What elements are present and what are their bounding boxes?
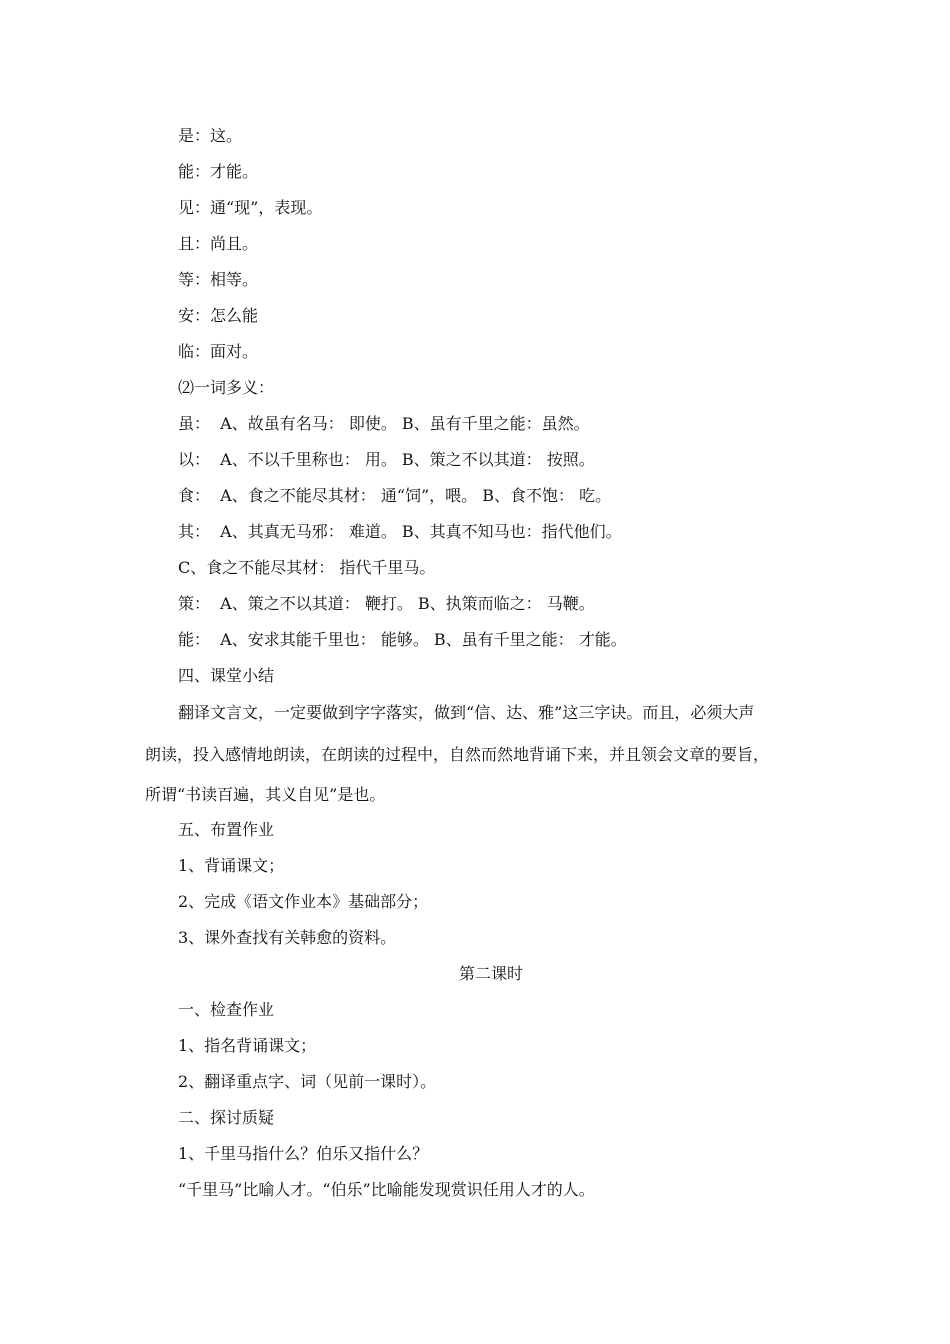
discuss-heading: 二、探讨质疑 (178, 1108, 275, 1127)
discuss-question: 1、千里马指什么？伯乐又指什么？ (178, 1144, 429, 1163)
polysemy-line: 食： A、食之不能尽其材： 通“饲”，喂。 B、食不饱： 吃。 (178, 486, 612, 505)
check-item: 2、翻译重点字、词（见前一课时）。 (178, 1072, 437, 1091)
vocab-line: 是：这。 (178, 126, 243, 145)
homework-item: 1、背诵课文； (178, 856, 285, 875)
polysemy-line: 其： A、其真无马邪： 难道。 B、其真不知马也：指代他们。 (178, 522, 622, 541)
check-heading: 一、检查作业 (178, 1000, 275, 1019)
homework-item: 2、完成《语文作业本》基础部分； (178, 892, 429, 911)
vocab-line: 能：才能。 (178, 162, 259, 181)
vocab-line: 等：相等。 (178, 270, 259, 289)
check-item: 1、指名背诵课文； (178, 1036, 317, 1055)
summary-paragraph-line: 朗读，投入感情地朗读，在朗读的过程中，自然而然地背诵下来，并且领会文章的要旨， (145, 745, 770, 764)
polysemy-line: 虽： A、故虽有名马： 即使。 B、虽有千里之能：虽然。 (178, 414, 590, 433)
summary-paragraph-line: 翻译文言文，一定要做到字字落实，做到“信、达、雅”这三字诀。而且，必须大声 (178, 703, 755, 722)
polysemy-line: C、食之不能尽其材： 指代千里马。 (178, 558, 436, 577)
polysemy-heading: ⑵一词多义： (178, 378, 275, 397)
summary-heading: 四、课堂小结 (178, 666, 275, 685)
vocab-line: 且：尚且。 (178, 234, 259, 253)
polysemy-line: 策： A、策之不以其道： 鞭打。 B、执策而临之： 马鞭。 (178, 594, 595, 613)
polysemy-line: 以： A、不以千里称也： 用。 B、策之不以其道： 按照。 (178, 450, 595, 469)
polysemy-line: 能： A、安求其能千里也： 能够。 B、虽有千里之能： 才能。 (178, 630, 627, 649)
summary-paragraph-line: 所谓“书读百遍，其义自见”是也。 (145, 785, 386, 804)
homework-item: 3、课外查找有关韩愈的资料。 (178, 928, 397, 947)
homework-heading: 五、布置作业 (178, 820, 275, 839)
vocab-line: 临：面对。 (178, 342, 259, 361)
lesson-title: 第二课时 (458, 964, 523, 983)
vocab-line: 见：通“现”，表现。 (178, 198, 323, 217)
vocab-line: 安：怎么能 (178, 306, 259, 325)
discuss-answer: “千里马”比喻人才。“伯乐”比喻能发现赏识任用人才的人。 (178, 1180, 595, 1199)
